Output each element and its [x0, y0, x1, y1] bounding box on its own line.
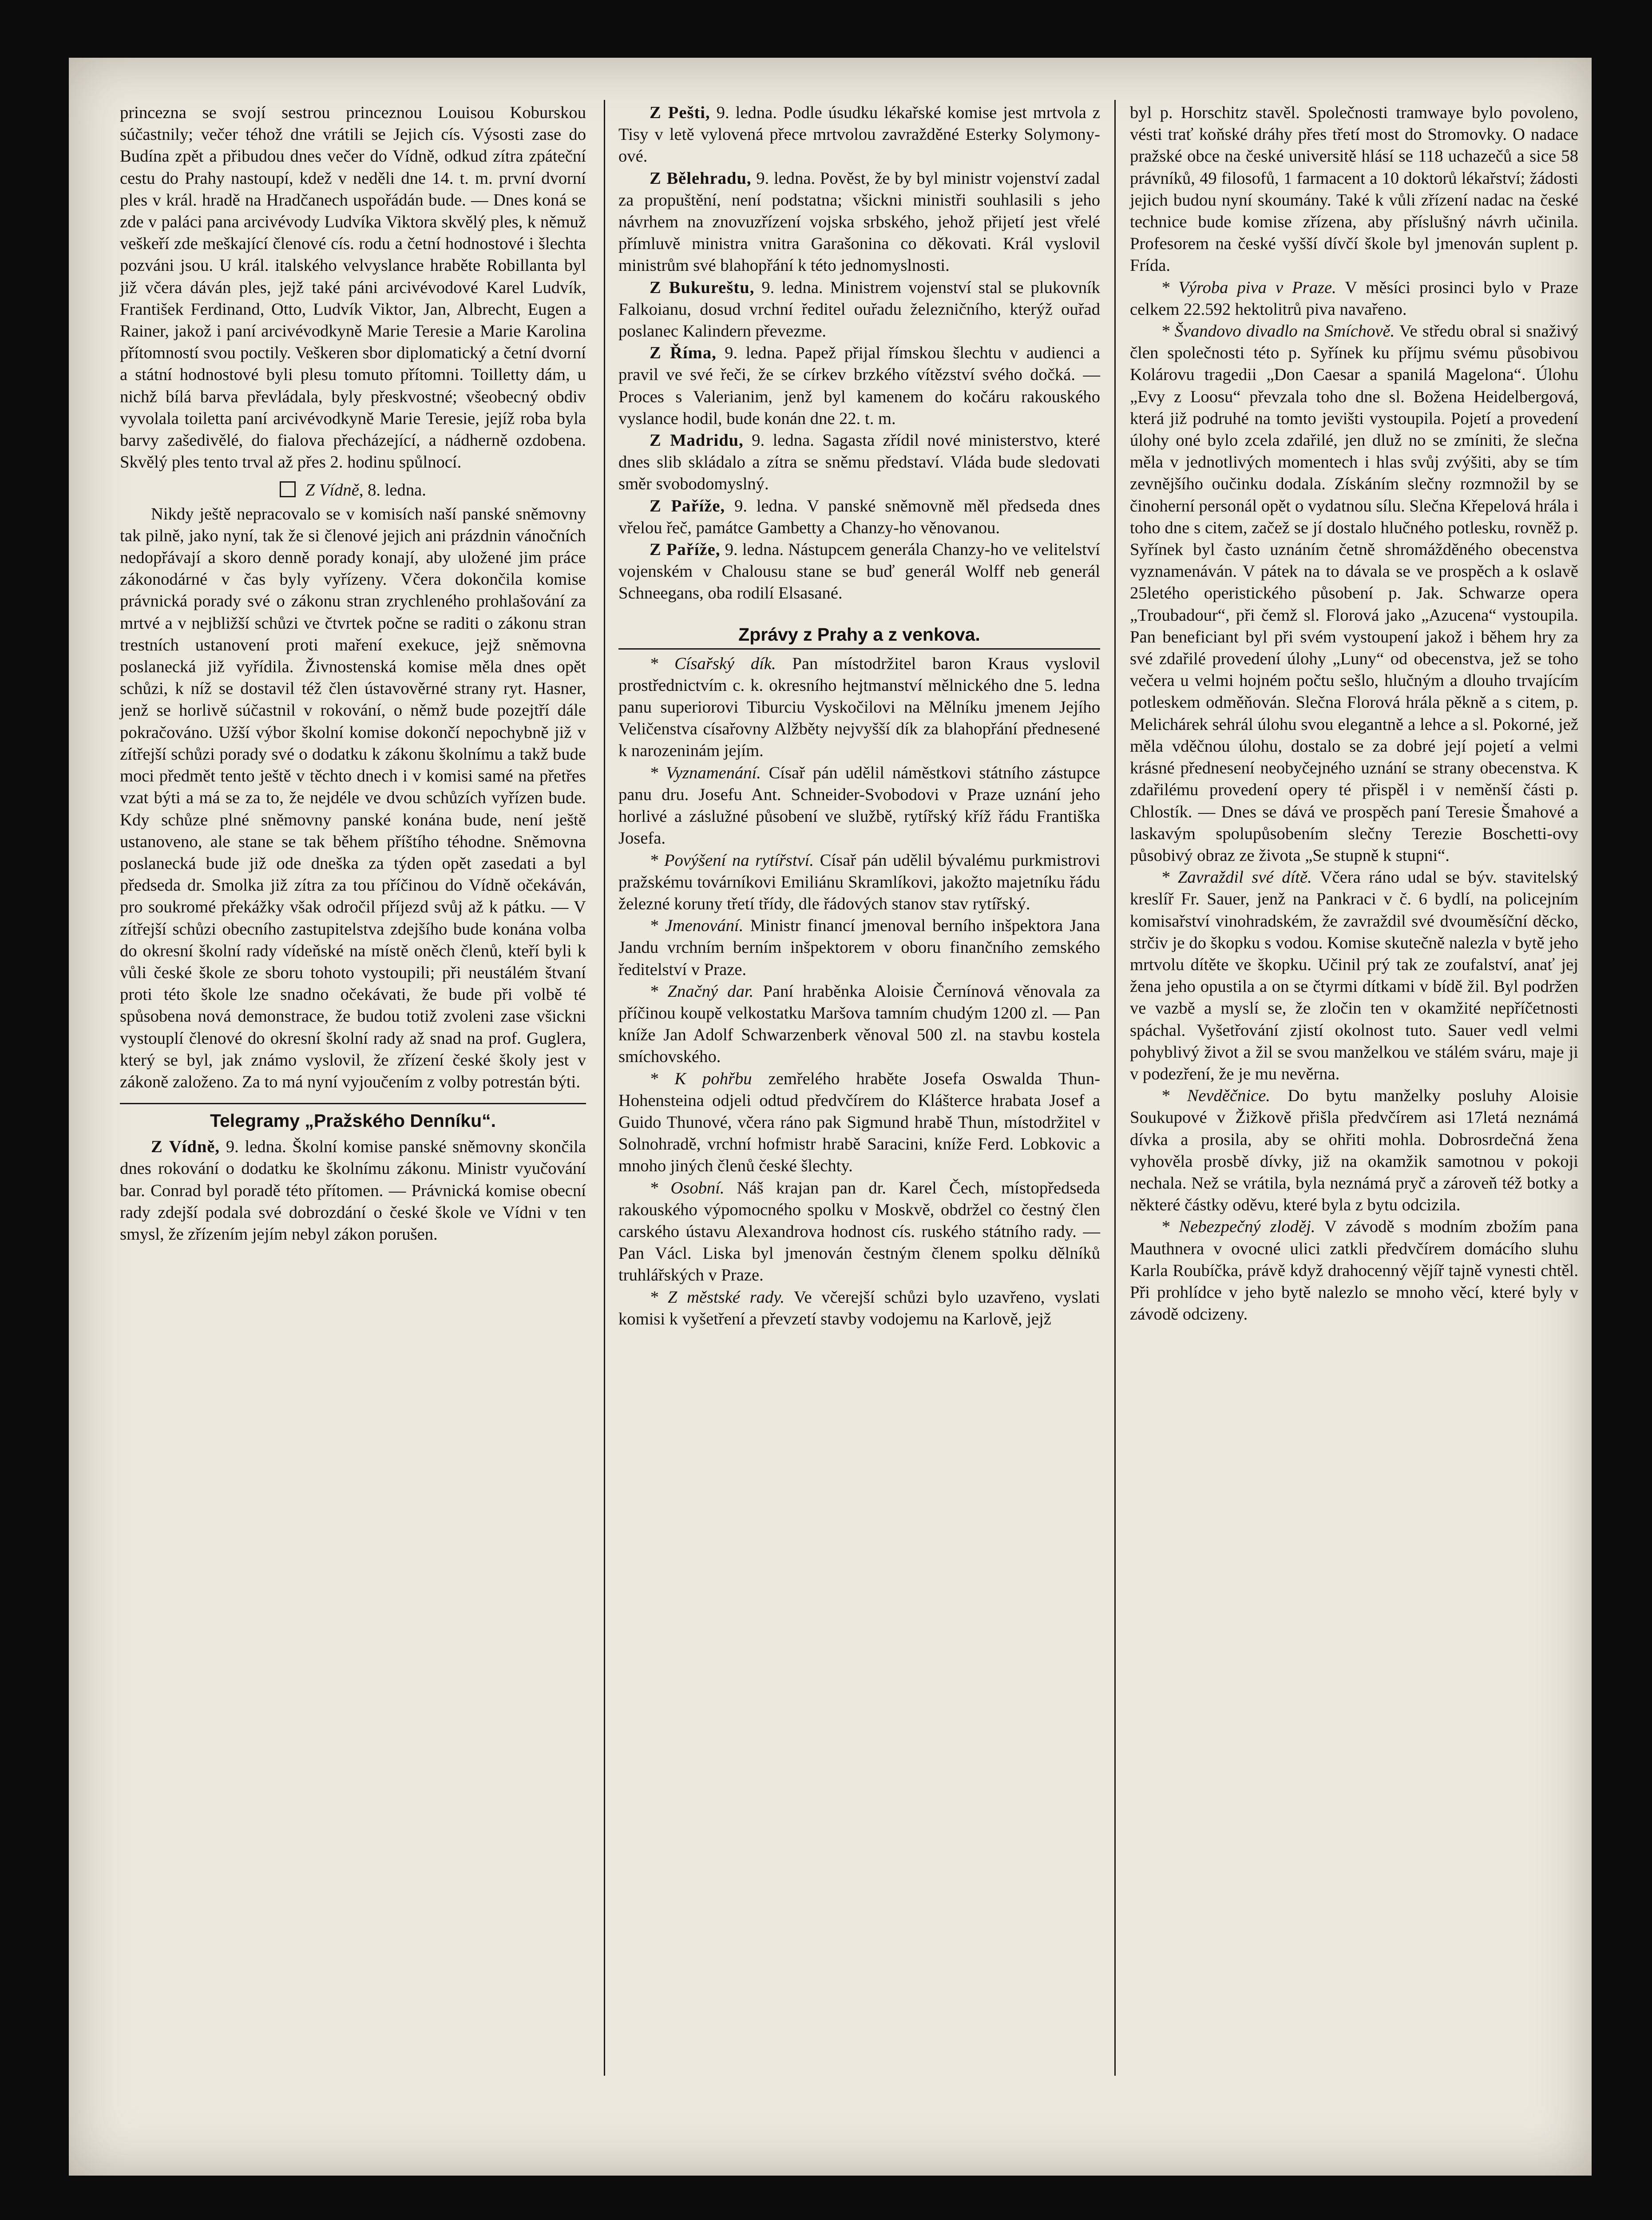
- telegram-paragraph: [618, 277, 1100, 343]
- telegram-paragraph: [618, 430, 1100, 496]
- news-item-text: Náš krajan pan dr. Karel Čech, místopředseda rakouského výpomocného spolku v Moskvě, obdržel co čestný člen carského ústavu Alexandrova hodnost cís. ruského státního rady. — Pan Václ. Liska byl jmenován čestným členem spolku dělníků truhlářských v Praze.: [618, 1178, 1100, 1285]
- news-item-lead: * K pohřbu: [650, 1069, 752, 1088]
- telegram-date: 9. ledna.: [226, 1138, 286, 1157]
- telegram-paragraph: [618, 539, 1100, 605]
- telegram-date: 9. ledna.: [725, 540, 784, 559]
- news-item-lead: * Výroba piva v Praze.: [1161, 278, 1336, 297]
- telegram-text: Školní komise panské sněmovny skončila dnes rokování o dodatku ke školnímu zákonu. Ministr vyučování bar. Conrad byl poradě této přítomen. — Právnická komise obecní rady zdejší podala své dobrozdání o české škole ve Vídni v ten smysl, že zřízením jejím nebyl zákon porušen.: [120, 1138, 586, 1244]
- telegram-text: Sagasta zřídil nové ministerstvo, které dnes slib skládalo a zítra se sněmu představí. Vláda bude sledovati směr svobodomyslný.: [618, 431, 1100, 494]
- news-item-lead: * Zavraždil své dítě.: [1161, 868, 1312, 887]
- news-item-text: V měsíci prosinci bylo v Praze celkem 22.592 hektolitrů piva navařeno.: [1130, 278, 1578, 319]
- telegram-place: Z Bukureštu,: [650, 278, 755, 297]
- news-item-lead: * Císařský dík.: [650, 654, 776, 673]
- telegram-text: Pověst, že by byl ministr vojenství zadal za propuštění, není podstatna; všickni ministři souhlasili s jeho návrhem na znovuzřízení vojska srbského, jehož přijetí jest vřelé přímluvě ministra vnitra Garašonina co děkovati. Král vyslovil ministrům své blahopřání k této jednomyslnosti.: [618, 169, 1101, 275]
- news-item: [1130, 1216, 1578, 1325]
- news-item-lead: * Jmenování.: [650, 916, 744, 936]
- telegram-place: Z Říma,: [650, 344, 717, 363]
- news-item: [618, 1287, 1100, 1330]
- news-item-lead: * Nebezpečný zloděj.: [1161, 1217, 1315, 1237]
- article-paragraph: princezna se svojí sestrou princeznou Louisou Koburskou súčastnily; večer téhož dne vrátili se Jejich cís. Výsosti zase do Budína zpět a přibudou dnes večer do Vídně, odkud zítra zpáteční cestu do Prahy nastoupí, kdež v neděli dne 14. t. m. první dvorní ples v král. hradě na Hradčanech uspořádán bude. — Dnes koná se zde v paláci pana arcivévody Ludvíka Viktora skvělý ples, k němuž veškeří zde meškající členové cís. rodu a četní hodnostové i šlechta pozváni jsou. U král. italského velvyslance hraběte Robillanta byl již včera dáván ples, jejž také páni arcivévodové Karel Ludvík, František Ferdinand, Otto, Ludvík Viktor, Jan, Albrecht, Eugen a Rainer, jakož i paní arcivévodkyně Marie Teresie a Marie Karolina přítomností svou poctily. Veškeren sbor diplomatický a četní dvorní a státní hodnostové byli plesu tomuto přítomni. Toilletty dám, u nichž bílá barva převládala, byly přeskvostné; všeobecný obdiv vyvolala toiletta paní arcivévodkyně Marie Teresie, jejíž roba byla barvy zašedivělé, do fialova přecházející, a nádherně ozdobena. Skvělý ples tento trval až přes 2. hodinu spůlnocí.: [120, 103, 586, 472]
- news-item-lead: * Nevděčnice.: [1161, 1086, 1271, 1106]
- column-1: [120, 102, 586, 1245]
- telegram-text: Nástupcem generála Chanzy-ho ve velitelství vojenském v Chalousu stane se buď generál Wolff neb generál Schneegans, oba rodilí Elsasané.: [618, 540, 1100, 603]
- news-item-lead: * Vyznamenání.: [650, 763, 761, 782]
- news-item: [618, 1177, 1100, 1287]
- telegram-text: Ministrem vojenství stal se plukovník Falkoianu, dosud vrchní ředitel ouřadu železničního, kterýž ouřad poslanec Kalindern převezme.: [618, 278, 1100, 341]
- newspaper-page: [69, 58, 1592, 2176]
- news-item: [618, 981, 1100, 1068]
- telegram-date: 9. ledna.: [752, 431, 814, 450]
- dateline-vienna: Z Vídně, 8. ledna.: [120, 480, 586, 501]
- news-item-text: Císař pán udělil náměstkovi státního zástupce panu dru. Josefu Ant. Schneider-Svobodovi v Praze uznání jeho horlivé a záslužné působení ve službě, rytířský kříž řádu Františka Josefa.: [618, 763, 1101, 848]
- telegram-text: Papež přijal římskou šlechtu v audienci a pravil ve své řeči, že se církev brzkého vítězství svého dočká. — Proces s Valerianim, jenž byl kamenem do kočáru rakouského vyslance hodil, bude konán dne 22. t. m.: [618, 344, 1100, 428]
- news-item-lead: * Z městské rady.: [650, 1288, 784, 1307]
- column-2: [618, 102, 1100, 1330]
- telegram-date: 9. ledna.: [725, 344, 787, 363]
- news-item-text: Císař pán udělil bývalému purkmistrovi pražskému továrníkovi Emiliánu Skramlíkovi, jakožto majetníku řádu železné koruny třetí třídy, dle řádových stanov stav rytířský.: [618, 851, 1100, 913]
- news-item-text: Včera ráno udal se býv. stavitelský kreslíř Fr. Sauer, jenž na Pankraci v č. 6 bydlí, na policejním komisařství vinohradském, že zavraždil své dvouměsíční děcko, strčiv je do škopku s vodou. Komise skutečně nalezla v bytě jeho mrtvolu dítěte ve škopku. Učinil prý tak ze zoufalství, anať jej žena jeho opustila a on se čtyrmi dítkami v bídě žil. Byl podržen ve vazbě a myslí se, že zločin ten v okamžité nepříčetnosti spáchal. Vyšetřování zjistí okolnost tuto. Sauer vedl velmi pohyblivý život a žil se svou manželkou ve stálém sváru, maje ji v podezření, že je mu nevěrna.: [1130, 868, 1578, 1083]
- telegram-paragraph: [618, 342, 1100, 430]
- telegram-text: Podle úsudku lékařské komise jest mrtvola z Tisy v letě vylovená přece mrtvolou zavražděné Esterky Solymony-ové.: [618, 103, 1101, 166]
- section-heading-telegrams: Telegramy „Pražského Denníku“.: [120, 1103, 586, 1133]
- telegram-place: Z Paříže,: [650, 496, 725, 515]
- telegram-place: Z Vídně,: [151, 1138, 220, 1157]
- telegram-paragraph: [618, 496, 1100, 539]
- telegram-place: Z Madridu,: [650, 431, 744, 450]
- news-item: [1130, 867, 1578, 1085]
- telegram-paragraph: [618, 102, 1100, 168]
- news-item: [618, 915, 1100, 981]
- news-item: [618, 850, 1100, 916]
- telegram-date: 9. ledna.: [761, 278, 823, 297]
- news-item-lead: * Značný dar.: [650, 982, 754, 1001]
- news-item-text: Ministr financí jmenoval berního inšpektora Jana Jandu vrchním berním inšpektorem v oboru finančního zemského ředitelství v Praze.: [618, 916, 1100, 979]
- telegram-date: 9. ledna.: [734, 496, 798, 515]
- news-item-text: zemřelého hraběte Josefa Oswalda Thun-Hohensteina odjeli odtud předvčírem do Klášterce hrabata Josef a Guido Thunové, včera ráno pak Sigmund hrabě Thun, místodržitel v Solnohradě, vrchní hofmistr hrabě Saracini, kníže Ferd. Lobkovic a mnoho jiných členů české šlechty.: [618, 1069, 1100, 1176]
- news-item-text: V závodě s modním zbožím pana Mauthnera v ovocné ulici zatkli předvčírem domácího sluhu Karla Roubíčka, právě když drahocenný vějíř tajně vynesti chtěl. Při prohlídce v jeho bytě nalezlo se mnoho věcí, které byly v závodě odcizeny.: [1130, 1217, 1578, 1324]
- telegram-paragraph: [618, 168, 1100, 277]
- dateline-place: Z Vídně: [305, 481, 359, 500]
- dateline-date: 8. ledna.: [368, 481, 426, 500]
- news-item: [1130, 321, 1578, 867]
- news-item-text: Ve včerejší schůzi bylo uzavřeno, vyslati komisi k vyšetření a převzetí stavby vodojemu na Karlově, jejž: [618, 1288, 1100, 1328]
- section-heading-prague-news: Zprávy z Prahy a z venkova.: [618, 622, 1100, 650]
- telegram-text: V panské sněmovně měl předseda dnes vřelou řeč, památce Gambetty a Chanzy-ho věnovanou.: [618, 496, 1101, 537]
- telegram-place: Z Pešti,: [650, 103, 710, 122]
- telegram-date: 9. ledna.: [756, 169, 816, 188]
- news-item: [1130, 277, 1578, 321]
- news-item-text: Do bytu manželky posluhy Aloisie Soukupové v Žižkově přišla předvčírem asi 17letá neznámá dívka a prosila, aby se ohřiti mohla. Dobrosrdečná žena vyhověla prosbě dívky, již na okamžik samotnou v pokoji nechala. Než se vrátila, byla neznámá pryč a zároveň též botky a některé částky oděvu, které byla z bytu odcizila.: [1130, 1086, 1579, 1215]
- telegram-date: 9. ledna.: [716, 103, 777, 122]
- telegram-paragraph: [120, 1136, 586, 1245]
- column-rule: [1114, 100, 1116, 2076]
- news-item: [618, 762, 1100, 850]
- news-item: [618, 1068, 1100, 1177]
- square-marker-icon: [280, 481, 296, 497]
- telegram-place: Z Paříže,: [650, 540, 721, 559]
- news-item-continued: byl p. Horschitz stavěl. Společnosti tramwaye bylo povoleno, vésti trať koňské dráhy přes třetí most do Stromovky. O nadace pražské obce na české universitě hlásí se 118 uchazečů a sice 58 právníků, 49 filosofů, 1 farmacent a 10 doktorů lékařství; žádosti jejich budou nyní skoumány. Také k vůli zřízení nadac na české technice bude komise zřízena, aby příslušný návrh učinila. Profesorem na české vyšší dívčí škole byl jmenován suplent p. Frída.: [1130, 103, 1578, 275]
- column-rule: [604, 100, 605, 2076]
- news-item: [1130, 1085, 1578, 1216]
- news-item-text: Paní hraběnka Aloisie Černínová věnovala za příčinou koupě velkostatku Maršova tamním chudým 1200 zl. — Pan kníže Jan Adolf Schwarzenberk věnoval 500 zl. na stavbu kostela smíchovského.: [618, 982, 1100, 1066]
- news-item-lead: * Švandovo divadlo na Smíchově.: [1161, 322, 1395, 341]
- news-item-lead: * Povýšení na rytířství.: [650, 851, 814, 870]
- telegram-place: Z Bělehradu,: [650, 169, 752, 188]
- news-item: [618, 653, 1100, 762]
- article-paragraph: Nikdy ještě nepracovalo se v komisích naší panské sněmovny tak pilně, jako nyní, tak že si členové jejich ani prázdnin vánočních nedopřávají a skoro denně porady konají, aby uložené jim práce zákonodárné v čas byly vyřízeny. Včera dokončila komise právnická porady své o zákonu stran zrychleného prohlašování za mrtvé a v nejbližší schůzi ve čtvrtek počne se raditi o zákonu stran trestních ustanovení proti maření exekuce, jejž sněmovna poslanecká již vyřídila. Živnostenská komise měla dnes opět schůzi, k níž se dostavil též člen ústavověrné strany ryt. Hasner, jenž se horlivě súčastnil v rokování, o němž bude pozejtří dále pokračováno. Užší výbor školní komise dokončí nepochybně již v zítřejší schůzi porady své o dodatku k zákonu školnímu a takž bude moci předmět tento ještě v těchto dnech i v komisi samé na přetřes vzat býti a má se za to, že nejdéle ve dvou schůzích vyřízen bude. Kdy schůze plné sněmovny panské konána bude, není ještě ustanoveno, ale stane se tak během příštího téhodne. Sněmovna poslanecká bude již ode dneška za týden opět zasedati a byl předseda dr. Smolka již zítra za tou příčinou do Vídně očekáván, pro soukromé překážky však odročil příjezd svůj až k pátku. — V zítřejší schůzi obecního zastupitelstva zdejšího bude konána volba do okresní školní rady vídeňské na místě oněch členů, kteří byli k vůli české škole ze sboru tohoto vystoupili; při neustálém štvaní proti této škole lze snadno očekávati, že bude při volbě té spůsobena nová demonstrace, že budou totiž zvoleni zase všickni vystouplí členové do okresní školní rady až snad na prof. Guglera, který se byl, jak známo vyslovil, že zřízení české školy jest v zákoně založeno. Za to má nyní vyjoučením z volby potrestán býti.: [120, 504, 586, 1091]
- news-item-text: Pan místodržitel baron Kraus vyslovil prostřednictvím c. k. okresního hejtmanství mělnického dne 5. ledna panu superiorovi Tiburciu Vyskočilovi na Mělníku jmenem Jejího Veličenstva císařovny Alžběty nejvyšší dík za blahopřání přednesené k narozeninám jejím.: [618, 654, 1100, 761]
- news-item-text: Ve středu obral si snaživý člen společnosti této p. Syřínek ku příjmu svému působivou Kolárovu tragedii „Don Caesar a spanilá Magelona“. Úlohu „Evy z Loosu“ převzala toho dne sl. Božena Heidelbergová, která již podruhé na tomto jevišti vystoupila. Pojetí a provedení úlohy oné bylo zcela zdařilé, jen dluž no se zmíniti, že slečna měla v jednotlivých momentech i hlas svůj zvýšiti, aby se tím zevnějšího oučinku dodala. Získáním slečny rozmnožil by se činoherní personál opět o vydatnou sílu. Slečna Křepelová hrála i toho dne s citem, začež se jí dostalo hlučného potlesku, rovněž p. Syřínek byl často uznáním četně shromážděného obecenstva vyznamenáván. V pátek na to dávala se ve prospěch a k oslavě 25letého operistického působení p. Jak. Schwarze opera „Troubadour“, při čemž sl. Florová jako „Azucena“ vystoupila. Pan beneficiant byl při svém vystoupení jakož i během hry za své zdařilé provedení úlohy „Luny“ od obecenstva, jež se toho večera u velmi hojném počtu sešlo, hlučným a dlouho trvajícím potleskem odměňován. Slečna Florová hrála pěkně a s citem, p. Melichárek sehrál úlohu svou elegantně a lehce a sl. Pokorné, jež měla vděčnou úlohu, dostalo se za dobré její pojetí a velmi krásné přednesení neobyčejného uznání se strany obecenstva. K zdařilému provedení opery té přispěl i v neměnší části p. Chlostík. — Dnes se dává ve prospěch paní Teresie Šmahové a laskavým spolupůsobením slečny Terezie Boschetti-ovy působivý obraz ze života „Se stupně k stupni“.: [1130, 322, 1578, 865]
- news-item-lead: * Osobní.: [650, 1178, 725, 1197]
- column-3: [1130, 102, 1578, 1325]
